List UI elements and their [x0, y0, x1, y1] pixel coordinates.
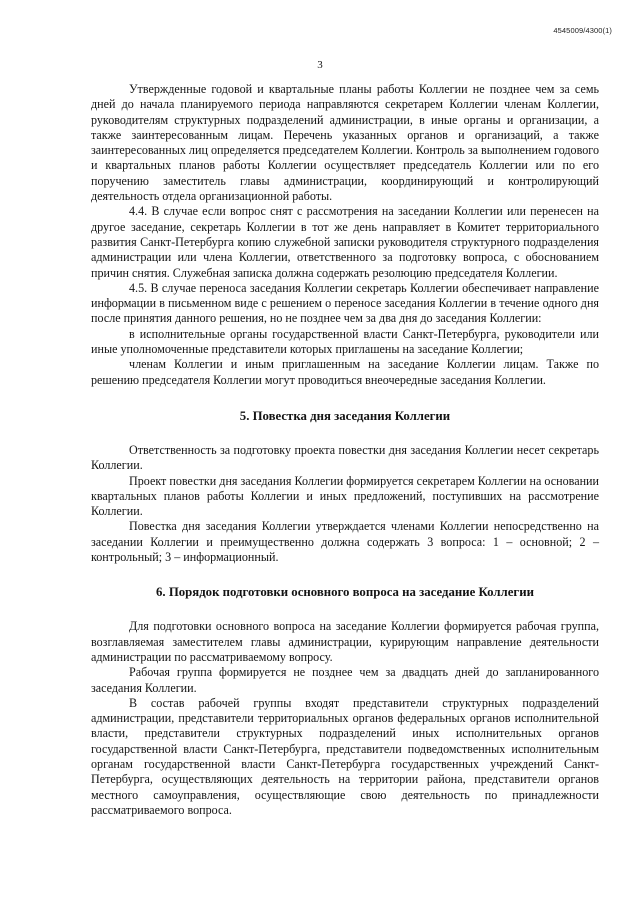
paragraph: членам Коллегии и иным приглашенным на заседание Коллегии лицам. Также по решению председателя Коллегии могут проводиться внеочередные заседания Коллегии.: [91, 357, 599, 387]
section-heading: 6. Порядок подготовки основного вопроса на заседание Коллегии: [156, 585, 534, 600]
section-heading: 5. Повестка дня заседания Коллегии: [239, 408, 451, 423]
paragraph: Повестка дня заседания Коллегии утверждается членами Коллегии непосредственно на заседании Коллегии и преимущественно должна содержать 3 вопроса: 1 – основной; 2 – контрольный; 3 – информационный.: [91, 519, 599, 565]
document-body: [91, 82, 599, 818]
paragraph: в исполнительные органы государственной власти Санкт-Петербурга, руководители или иные уполномоченные представители которых приглашены на заседание Коллегии;: [91, 326, 599, 357]
paragraph: В состав рабочей группы входят представители структурных подразделений администрации, представители территориальных органов федеральных органов исполнительной власти, представители структурных подразделений иных исполнительных органов государственной власти Санкт-Петербурга, представители подведомственных исполнительным органам государственной власти Санкт-Петербурга государственных учреждений Санкт-Петербурга, осуществляющих деятельность на территории района, представители органов местного самоуправления, осуществляющие свою деятельность по принадлежности рассматриваемого вопроса.: [91, 695, 599, 817]
paragraph: 4.4. В случае если вопрос снят с рассмотрения на заседании Коллегии или перенесен на другое заседание, секретарь Коллегии в тот же день направляет в Комитет территориального развития Санкт-Петербурга копию служебной записки руководителя структурного подразделения администрации или члена Коллегии, ответственного за подготовку вопроса, с обоснованием причин снятия. Служебная записка должна содержать резолюцию председателя Коллегии.: [91, 204, 599, 280]
paragraph: Проект повестки дня заседания Коллегии формируется секретарем Коллегии на основании квартальных планов работы Коллегии и иных предложений, поступивших на рассмотрение Коллегии.: [91, 473, 599, 519]
paragraph: Рабочая группа формируется не позднее чем за двадцать дней до запланированного заседания Коллегии.: [91, 665, 599, 695]
page-number: 3: [317, 59, 323, 71]
document-id: 4545009/4300(1): [553, 26, 612, 35]
paragraph: Ответственность за подготовку проекта повестки дня заседания Коллегии несет секретарь Коллегии.: [91, 442, 599, 473]
paragraph: 4.5. В случае переноса заседания Коллегии секретарь Коллегии обеспечивает направление информации в письменном виде с решением о переносе заседания Коллегии в течение одного дня после принятия данного решения, но не позднее чем за два дня до заседания Коллегии:: [91, 280, 599, 326]
paragraph: Утвержденные годовой и квартальные планы работы Коллегии не позднее чем за семь дней до начала планируемого периода направляются секретарем Коллегии членам Коллегии, руководителям структурных подразделений администрации, в иные органы и организации, а также заинтересованным лицам. Перечень указанных органов и организаций, а также заинтересованных лиц определяется председателем Коллегии. Контроль за выполнением годового и квартальных планов работы Коллегии осуществляет председатель Коллегии или по его поручению заместитель главы администрации, координирующий и контролирующий деятельность отдела организационной работы.: [91, 82, 599, 204]
paragraph: Для подготовки основного вопроса на заседание Коллегии формируется рабочая группа, возглавляемая заместителем главы администрации, курирующим направление деятельности администрации по рассматриваемому вопросу.: [91, 619, 599, 664]
